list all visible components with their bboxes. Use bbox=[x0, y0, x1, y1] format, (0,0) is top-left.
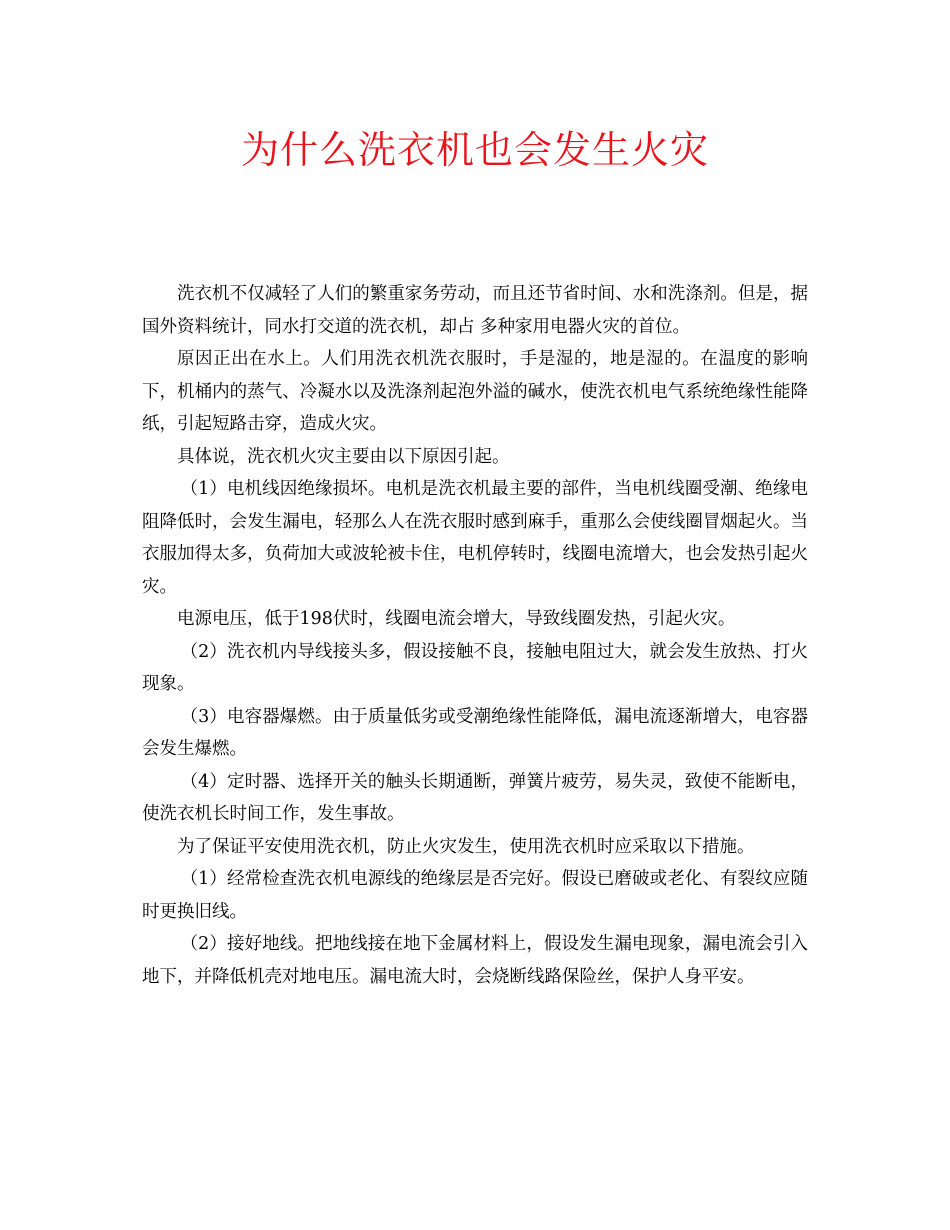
paragraph-cause: 原因正出在水上。人们用洗衣机洗衣服时，手是湿的，地是湿的。在温度的影响下，机桶内的蒸气、冷凝水以及洗涤剂起泡外溢的碱水，使洗衣机电气系统绝缘性能降纸，引起短路击穿，造成火灾。 bbox=[142, 349, 808, 434]
paragraph-voltage: 电源电压，低于198伏时，线圈电流会增大，导致线圈发热，引起火灾。 bbox=[177, 609, 736, 629]
paragraph-specific: 具体说，洗衣机火灾主要由以下原因引起。 bbox=[177, 446, 510, 467]
paragraph-measure-2: （2）接好地线。把地线接在地下金属材料上，假设发生漏电现象，漏电流会引入地下，并降低机壳对地电压。漏电流大时，会烧断线路保险丝，保护人身平安。 bbox=[142, 934, 808, 987]
paragraph-reason-2: （2）洗衣机内导线接头多，假设接触不良，接触电阻过大，就会发生放热、打火现象。 bbox=[142, 641, 808, 694]
document-body bbox=[142, 278, 808, 993]
paragraph-reason-1: （1）电机线因绝缘损坏。电机是洗衣机最主要的部件，当电机线圈受潮、绝缘电阻降低时，会发生漏电，轻那么人在洗衣服时感到麻手，重那么会使线圈冒烟起火。当衣服加得太多，负荷加大或波轮被卡住，电机停转时，线圈电流增大，也会发热引起火灾。 bbox=[142, 479, 808, 597]
paragraph-reason-4: （4）定时器、选择开关的触头长期通断，弹簧片疲劳，易失灵，致使不能断电，使洗衣机长时间工作，发生事故。 bbox=[142, 771, 808, 824]
paragraph-measure-1: （1）经常检查洗衣机电源线的绝缘层是否完好。假设已磨破或老化、有裂纹应随时更换旧线。 bbox=[142, 869, 808, 922]
paragraph-reason-3: （3）电容器爆燃。由于质量低劣或受潮绝缘性能降低，漏电流逐渐增大，电容器会发生爆燃。 bbox=[142, 706, 808, 759]
paragraph-measures: 为了保证平安使用洗衣机，防止火灾发生，使用洗衣机时应采取以下措施。 bbox=[177, 836, 755, 857]
paragraph-intro: 洗衣机不仅减轻了人们的繁重家务劳动，而且还节省时间、水和洗涤剂。但是，据国外资料统计，同水打交道的洗衣机，却占 多种家用电器火灾的首位。 bbox=[142, 284, 808, 337]
document-title: 为什么洗衣机也会发生火灾 bbox=[240, 128, 709, 172]
